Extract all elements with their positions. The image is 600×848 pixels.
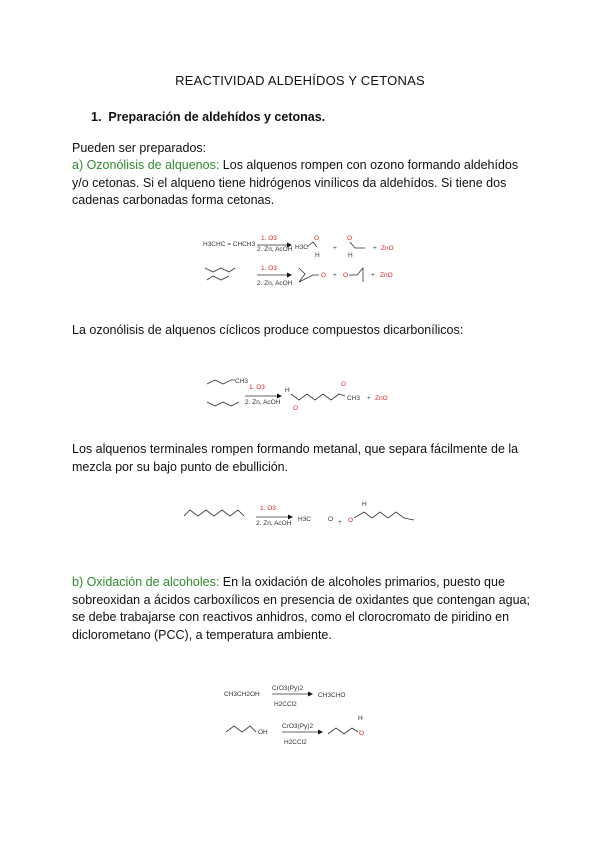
terminal-arrow-head xyxy=(288,515,293,520)
ketone-skeleton-2 xyxy=(349,268,363,282)
terminal-reagent-ozone: 1. O3 xyxy=(260,505,276,512)
ketone-o-1: O xyxy=(321,272,327,279)
oxidation-scheme xyxy=(222,684,382,754)
oxidation-solvent-2: H2CCl2 xyxy=(284,739,307,746)
plus-sign: + xyxy=(333,245,337,252)
aldehyde-h: H xyxy=(362,501,367,508)
oxidation-text: En la oxidación de alcoholes primarios, puesto que sobreoxidan a ácidos carboxílicos en presencia de oxidantes que contengan agua; se debe trabajarse con reactivos anhidros, como el clorocromato de piridino en diclorometano (PCC), a temperatura ambiente. xyxy=(72,575,530,642)
cyclic-zno: ZnO xyxy=(375,395,388,402)
product1-hydrogen: H xyxy=(315,252,320,259)
intro-paragraph: Pueden ser preparados: xyxy=(72,141,207,155)
ozonolysis-scheme-terminal xyxy=(180,498,430,534)
oxidation-label: b) Oxidación de alcoholes: xyxy=(72,575,220,589)
oxidation-paragraph xyxy=(72,574,532,644)
product2-oxygen: O xyxy=(347,235,353,242)
product1-bonds xyxy=(307,242,317,247)
reactant2-skeleton xyxy=(205,268,235,272)
reagent-ozone: 1. O3 xyxy=(261,235,277,242)
methanal-h3c: H3C xyxy=(298,516,312,523)
aldehyde-o: O xyxy=(348,517,354,524)
cyclic-top-chain xyxy=(207,380,235,384)
cyclic-ch3: CH3 xyxy=(235,378,249,385)
terminal-reagent-zinc: 2. Zn, AcOH xyxy=(256,520,292,527)
reagent2-ozone: 1. O3 xyxy=(261,265,277,272)
dicarbonyl-o-2: O xyxy=(341,381,347,388)
reagent-zinc: 2. Zn, AcOH xyxy=(257,246,293,253)
arrow-head-2 xyxy=(287,273,292,278)
butanol-oh: OH xyxy=(258,729,268,736)
butanal-chain xyxy=(328,728,358,734)
terminal-plus: + xyxy=(338,519,342,526)
plus-sign-2: + xyxy=(373,245,377,252)
dicarbonyl-o-1: O xyxy=(293,405,299,412)
reactant-label: H3CHC = CHCH3 xyxy=(203,241,256,248)
cyclic-bottom-chain xyxy=(207,402,239,406)
product2-hydrogen: H xyxy=(348,252,353,259)
dicarbonyl-ch3: CH3 xyxy=(347,395,361,402)
plus-sign-3: + xyxy=(333,272,337,279)
alcohol-reactant: CH3CH2OH xyxy=(224,691,260,698)
product2-bonds xyxy=(350,242,365,248)
cyclic-reagent-zinc: 2. Zn, AcOH xyxy=(245,399,281,406)
dicarbonyl-chain xyxy=(291,394,345,400)
cyclic-paragraph: La ozonólisis de alquenos cíclicos produce compuestos dicarbonílicos: xyxy=(72,323,464,337)
ozonolysis-scheme-1 xyxy=(195,228,425,298)
ozonolysis-paragraph xyxy=(72,157,532,210)
reactant2-skeleton-b xyxy=(207,276,229,280)
section-number: 1. xyxy=(91,110,102,124)
terminal-alkene-chain xyxy=(184,510,244,516)
oxidation-arrow-head xyxy=(308,692,313,697)
ozonolysis-label: a) Ozonólisis de alquenos: xyxy=(72,158,220,172)
ozonolysis-scheme-cyclic xyxy=(205,374,405,414)
butanal-o: O xyxy=(359,730,365,737)
plus-sign-4: + xyxy=(371,272,375,279)
oxidation-solvent-1: H2CCl2 xyxy=(274,701,297,708)
cyclic-plus: + xyxy=(367,395,371,402)
byproduct-zno: ZnO xyxy=(381,245,394,252)
ozonolysis-text: Los alquenos rompen con ozono formando aldehídos y/o cetonas. Si el alqueno tiene hidrógenos vinílicos da aldehídos. Si tiene dos cadenas carbonadas forma cetonas. xyxy=(72,158,519,207)
byproduct-zno-2: ZnO xyxy=(380,272,393,279)
aldehyde-product: CH3CHO xyxy=(318,692,346,699)
ketone-skeleton-1 xyxy=(299,268,319,282)
section-heading-text: Preparación de aldehídos y cetonas. xyxy=(108,110,326,124)
cyclic-h: H xyxy=(285,387,290,394)
reagent2-zinc: 2. Zn, AcOH xyxy=(257,280,293,287)
cyclic-arrow-head xyxy=(277,394,282,399)
document-title: REACTIVIDAD ALDEHÍDOS Y CETONAS xyxy=(175,73,425,88)
ketone-o-2: O xyxy=(343,272,349,279)
product1-h3c: H3C xyxy=(295,244,309,251)
butanal-h: H xyxy=(358,715,363,722)
oxidation-arrow-head-2 xyxy=(318,730,323,735)
oxidation-reagent-1: CrO3(Py)2 xyxy=(272,685,304,692)
butanol-chain xyxy=(226,726,256,732)
aldehyde-chain xyxy=(354,512,414,520)
oxidation-reagent-2: CrO3(Py)2 xyxy=(282,723,314,730)
product1-oxygen: O xyxy=(314,235,320,242)
terminal-paragraph: Los alquenos terminales rompen formando metanal, que separa fácilmente de la mezcla por su bajo punto de ebullición. xyxy=(72,442,519,474)
cyclic-reagent-ozone: 1. O3 xyxy=(249,384,265,391)
methanal-o: O xyxy=(328,516,334,523)
section-heading xyxy=(91,110,325,124)
